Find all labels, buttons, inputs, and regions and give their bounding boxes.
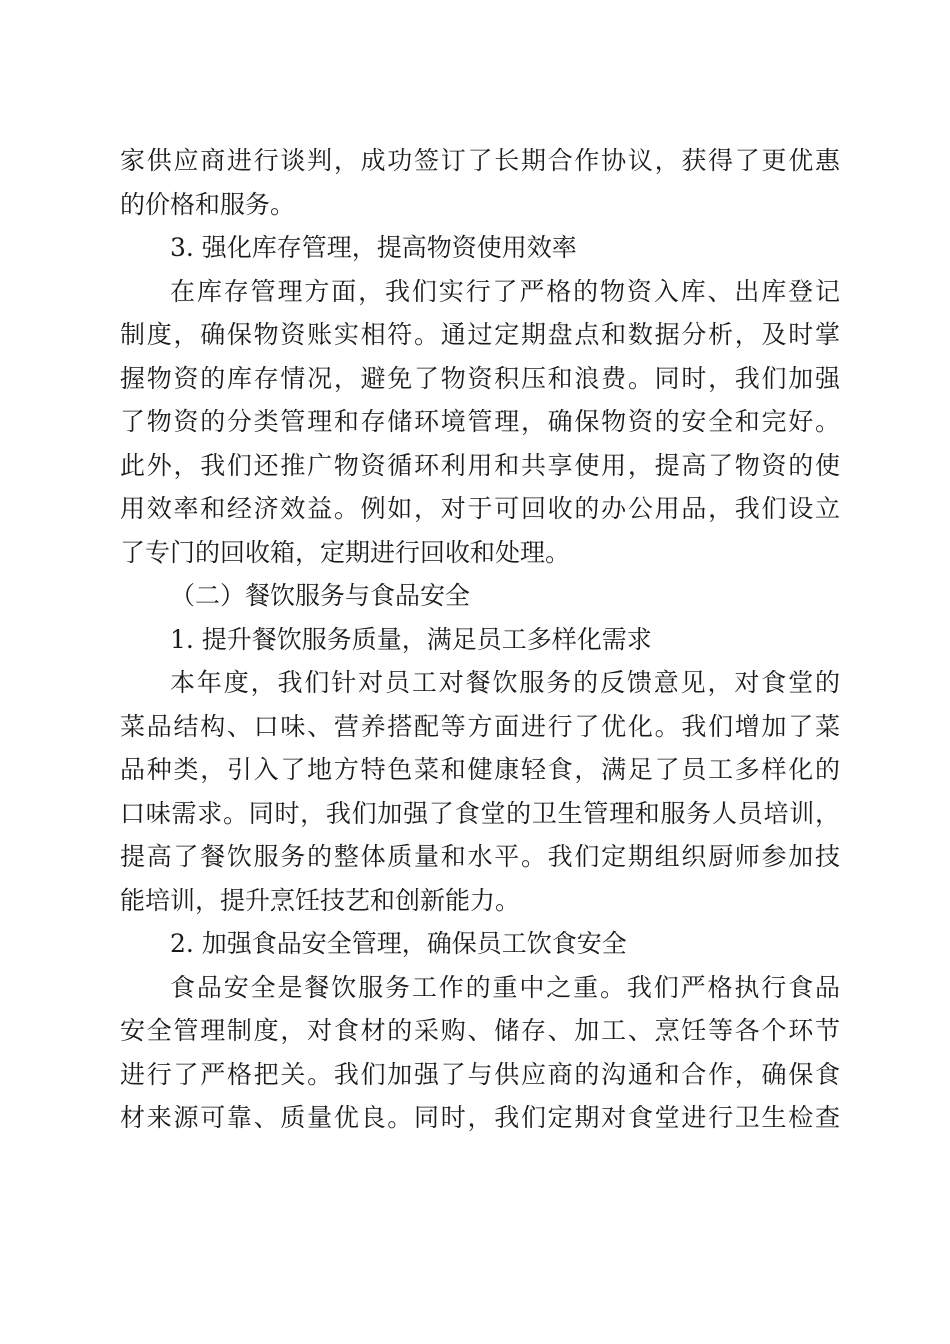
paragraph-line: 用效率和经济效益。例如，对于可回收的办公用品，我们设立 [120,494,840,523]
paragraph-line: 家供应商进行谈判，成功签订了长期合作协议，获得了更优惠 [120,146,840,175]
paragraph-line: 提高了餐饮服务的整体质量和水平。我们定期组织厨师参加技 [120,842,840,871]
paragraph-line: 菜品结构、口味、营养搭配等方面进行了优化。我们增加了菜 [120,711,840,741]
paragraph-line: 进行了严格把关。我们加强了与供应商的沟通和合作，确保食 [120,1059,840,1089]
paragraph-line: 本年度，我们针对员工对餐饮服务的反馈意见，对食堂的 [170,668,840,697]
subheading: 1. 提升餐饮服务质量，满足员工多样化需求 [170,624,652,654]
section-heading: （二）餐饮服务与食品安全 [170,581,471,610]
subheading: 3. 强化库存管理，提高物资使用效率 [170,233,577,262]
paragraph-line: 品种类，引入了地方特色菜和健康轻食，满足了员工多样化的 [120,755,840,784]
paragraph-line: 安全管理制度，对食材的采购、储存、加工、烹饪等各个环节 [120,1016,840,1045]
paragraph-line: 能培训，提升烹饪技艺和创新能力。 [120,885,521,915]
subheading: 2. 加强食品安全管理，确保员工饮食安全 [170,929,627,958]
paragraph-line: 握物资的库存情况，避免了物资积压和浪费。同时，我们加强 [120,363,840,393]
paragraph-line: 材来源可靠、质量优良。同时，我们定期对食堂进行卫生检查 [120,1103,840,1132]
paragraph-line: 此外，我们还推广物资循环利用和共享使用，提高了物资的使 [120,450,840,480]
document-page [120,139,840,1140]
paragraph-line: 制度，确保物资账实相符。通过定期盘点和数据分析，及时掌 [120,320,840,349]
paragraph-line: 口味需求。同时，我们加强了食堂的卫生管理和服务人员培训， [120,798,840,828]
paragraph-line: 了物资的分类管理和存储环境管理，确保物资的安全和完好。 [120,407,840,436]
paragraph-line: 的价格和服务。 [120,189,296,219]
paragraph-line: 在库存管理方面，我们实行了严格的物资入库、出库登记 [170,276,840,306]
paragraph-line: 食品安全是餐饮服务工作的重中之重。我们严格执行食品 [170,972,840,1002]
paragraph-line: 了专门的回收箱，定期进行回收和处理。 [120,537,571,567]
